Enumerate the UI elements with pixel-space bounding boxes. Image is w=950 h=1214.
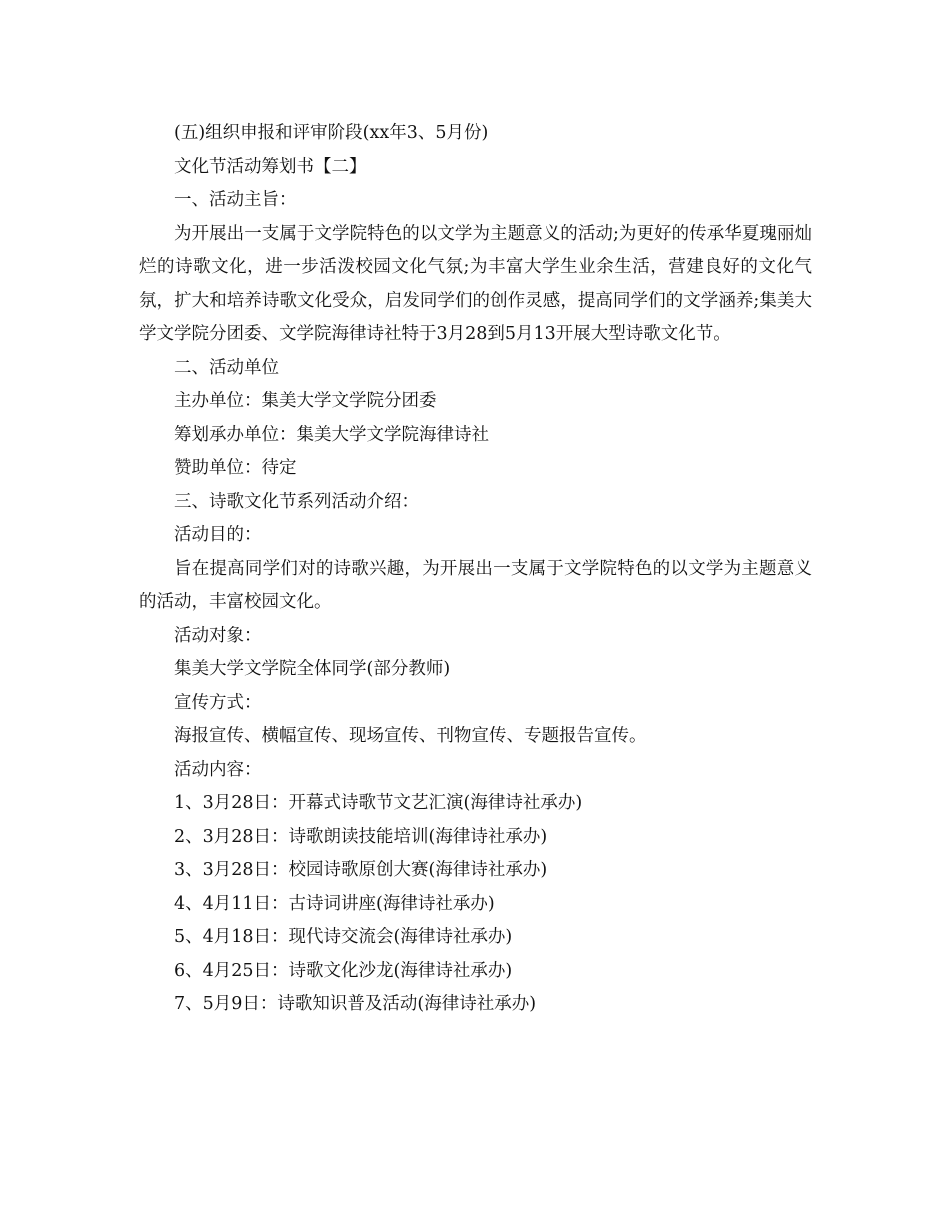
units-heading: 二、活动单位 [174,357,279,378]
audience-heading: 活动对象： [174,625,262,646]
promo-text: 海报宣传、横幅宣传、现场宣传、刊物宣传、专题报告宣传。 [174,726,647,746]
goal-heading: 活动目的： [174,525,262,545]
purpose-paragraph: 为开展出一支属于文学院特色的以文学为主题意义的活动;为更好的传承华夏瑰丽灿烂的诗歌文化，进一步活泼校园文化气氛;为丰富大学生业余生活，营建良好的文化气氛，扩大和培养诗歌文化受众，启发同学们的创作灵感，提高同学们的文学涵养;集美大学文学院分团委、文学院海律诗社特于3月28到5月13开展大型诗歌文化节。 [139,223,812,344]
host-unit: 主办单位：集美大学文学院分团委 [174,391,437,411]
activity-item: 4、4月11日：古诗词讲座(海律诗社承办) [174,893,495,914]
organizer-unit: 筹划承办单位：集美大学文学院海律诗社 [174,424,489,445]
stage-line: (五)组织申报和评审阶段(xx年3、5月份) [174,123,489,143]
promo-heading: 宣传方式： [174,692,262,713]
content-heading: 活动内容： [174,759,262,780]
purpose-heading: 一、活动主旨： [174,190,297,210]
activity-item: 3、3月28日：校园诗歌原创大赛(海律诗社承办) [174,860,548,880]
activity-item: 2、3月28日：诗歌朗读技能培训(海律诗社承办) [174,826,548,847]
activity-item: 1、3月28日：开幕式诗歌节文艺汇演(海律诗社承办) [174,793,583,813]
activity-item: 5、4月18日：现代诗交流会(海律诗社承办) [174,927,513,947]
activity-item: 7、5月9日：诗歌知识普及活动(海律诗社承办) [174,994,537,1014]
section-title: 文化节活动筹划书【二】 [174,156,367,177]
audience-text: 集美大学文学院全体同学(部分教师) [174,659,451,679]
activity-item: 6、4月25日：诗歌文化沙龙(海律诗社承办) [174,960,513,981]
sponsor-unit: 赞助单位：待定 [174,458,297,478]
series-heading: 三、诗歌文化节系列活动介绍： [174,491,419,512]
goal-paragraph: 旨在提高同学们对的诗歌兴趣，为开展出一支属于文学院特色的以文学为主题意义的活动，丰富校园文化。 [139,558,812,612]
